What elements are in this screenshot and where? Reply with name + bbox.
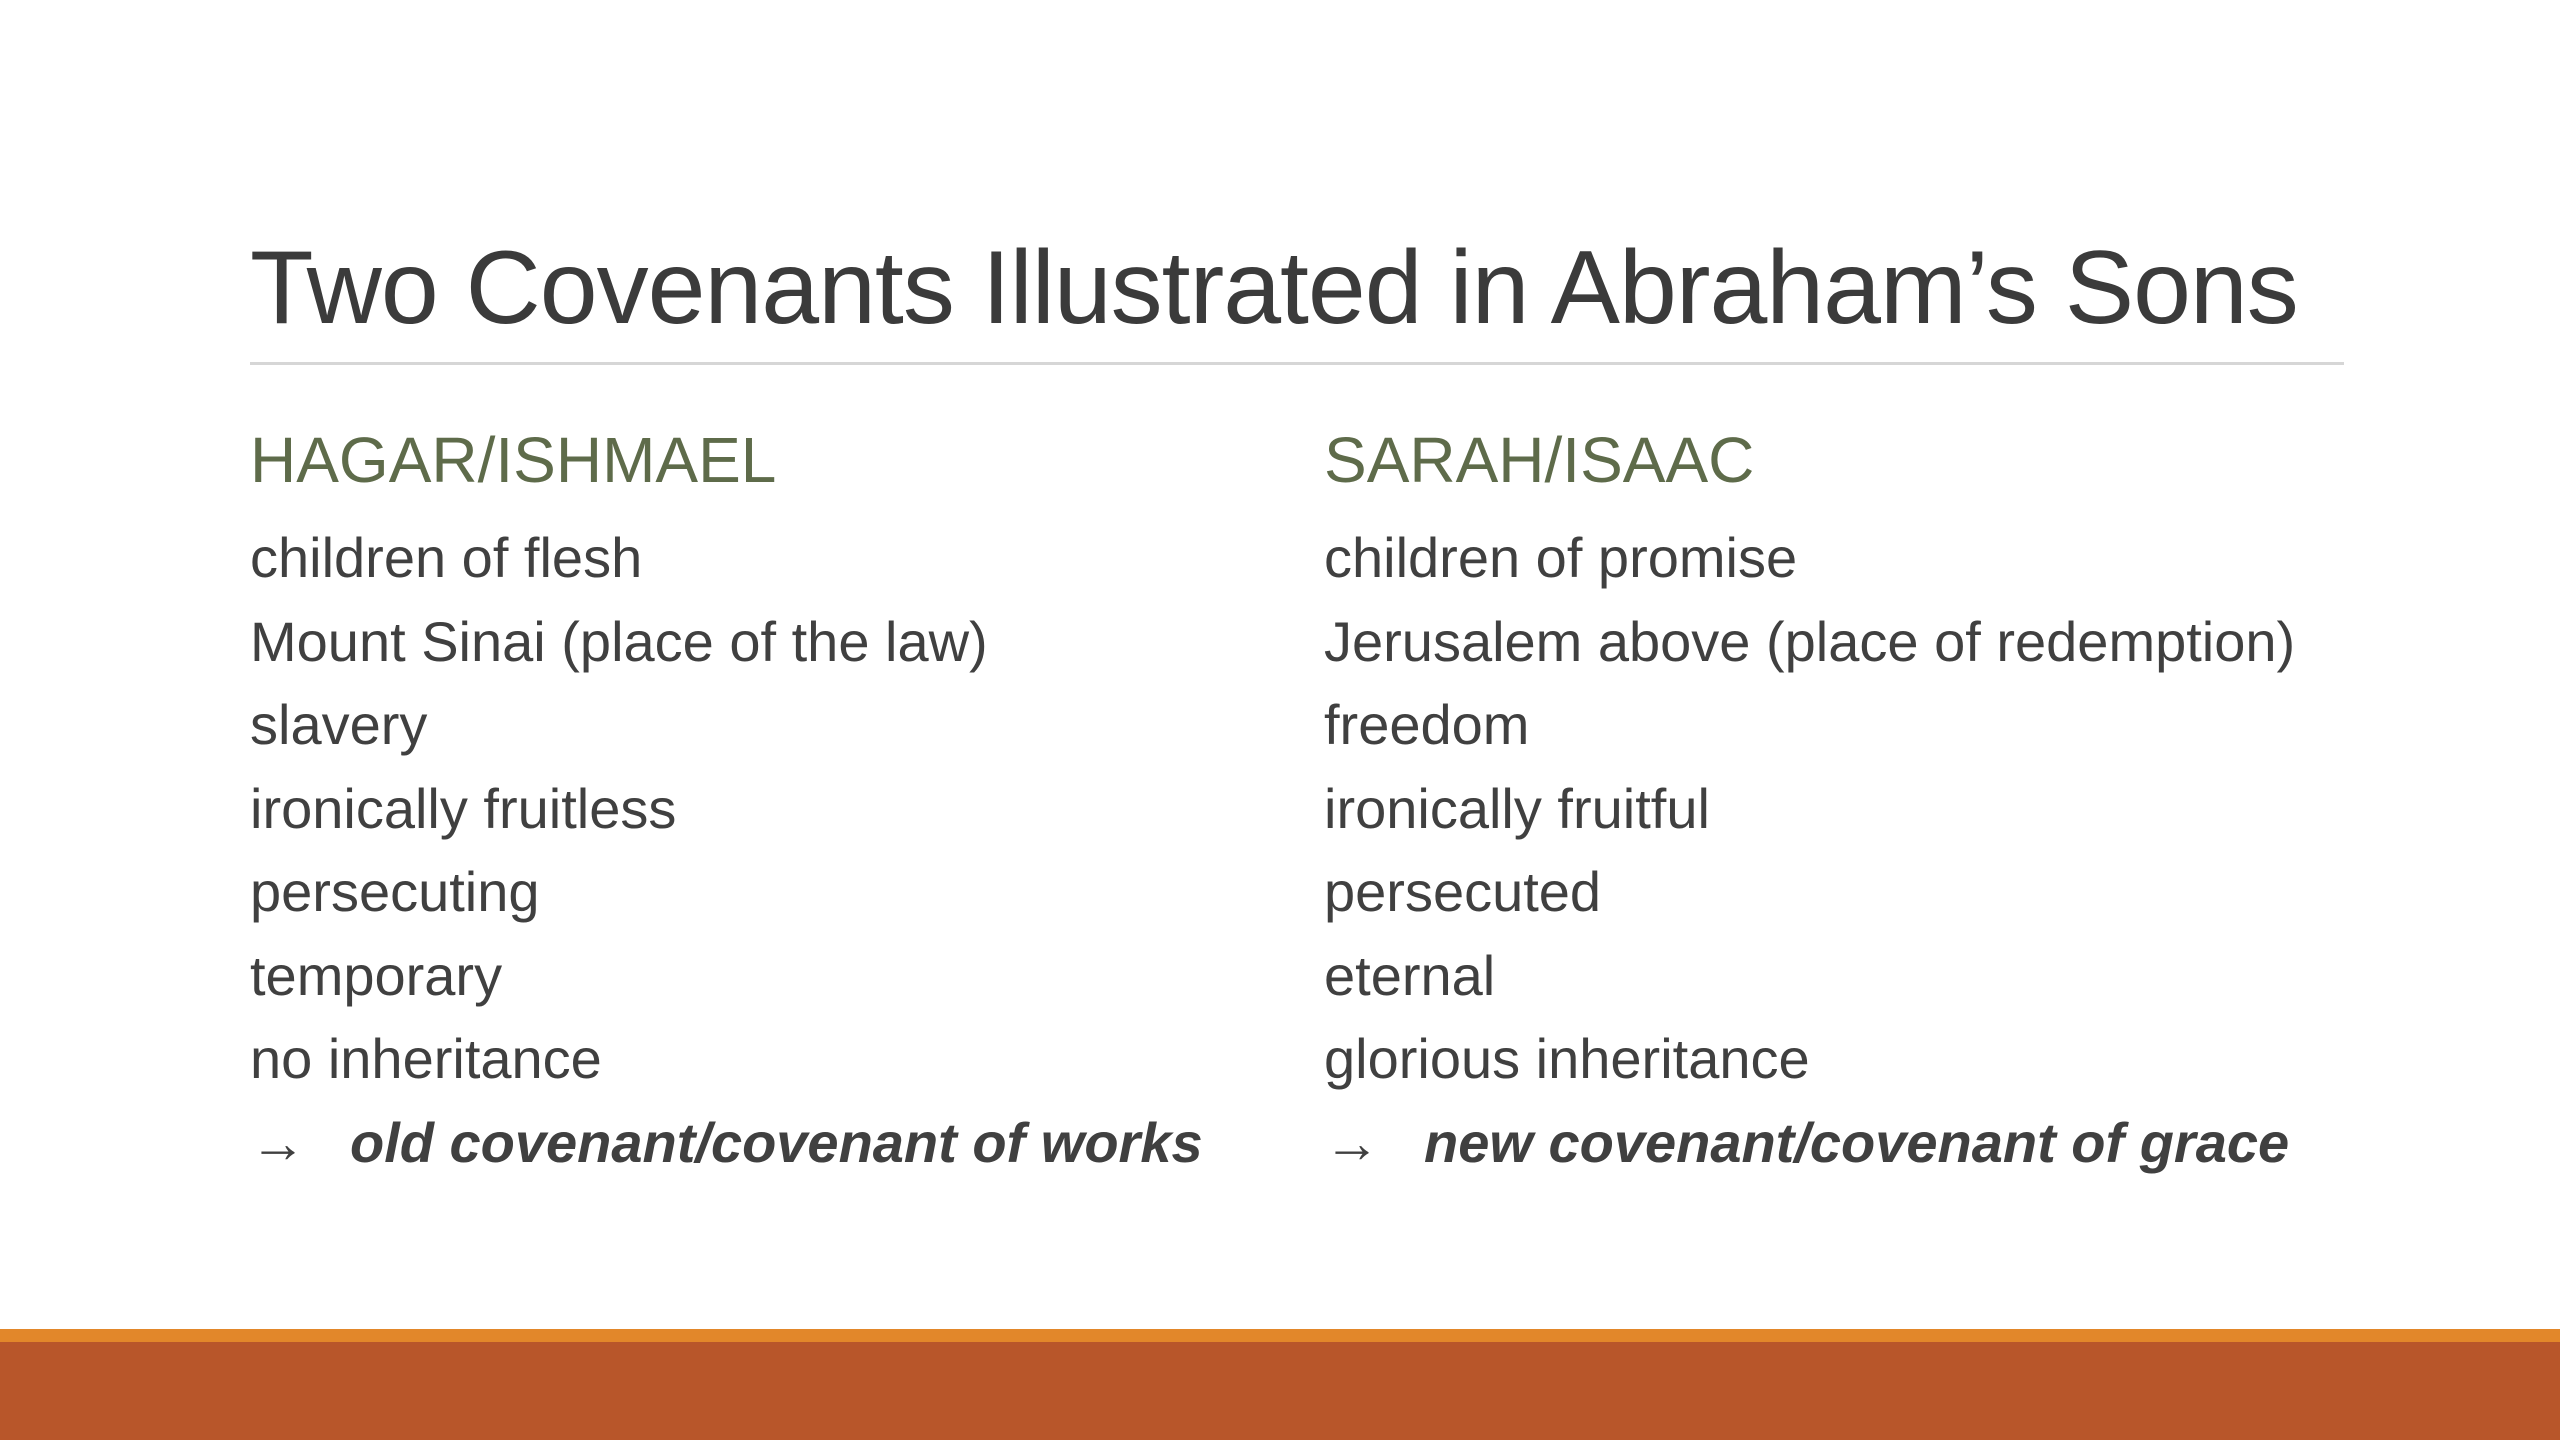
right-item: persecuted [1324, 860, 1602, 923]
arrow-right-icon: → [1324, 1110, 1380, 1174]
right-item: eternal [1324, 943, 1496, 1007]
left-conclusion-text: old covenant/covenant of works [350, 1110, 1203, 1174]
left-item: temporary [250, 943, 503, 1007]
right-item: freedom [1324, 693, 1530, 756]
left-item: children of flesh [250, 526, 643, 589]
left-conclusion [250, 1101, 1203, 1185]
right-item: Jerusalem above (place of redemption) [1324, 609, 2296, 673]
left-column [250, 420, 1203, 1184]
title-divider [250, 362, 2344, 365]
right-item: ironically fruitful [1324, 776, 1710, 840]
right-item: children of promise [1324, 526, 1798, 589]
left-column-heading: HAGAR/ISHMAEL [250, 424, 777, 496]
footer-bar [0, 1342, 2560, 1440]
left-item: persecuting [250, 860, 540, 923]
footer-accent-stripe [0, 1329, 2560, 1342]
right-conclusion-text: new covenant/covenant of grace [1424, 1110, 2290, 1174]
left-item: Mount Sinai (place of the law) [250, 609, 988, 673]
right-column-heading: SARAH/ISAAC [1324, 424, 1755, 496]
right-conclusion [1324, 1101, 2295, 1185]
left-item: slavery [250, 693, 428, 756]
left-item: no inheritance [250, 1027, 602, 1090]
right-item: glorious inheritance [1324, 1027, 1810, 1090]
slide-title: Two Covenants Illustrated in Abraham’s Sons [250, 230, 2298, 346]
right-column [1324, 420, 2295, 1184]
arrow-right-icon: → [250, 1110, 306, 1174]
left-item: ironically fruitless [250, 776, 677, 840]
right-item-list [1324, 516, 2295, 1184]
left-item-list [250, 516, 1203, 1184]
